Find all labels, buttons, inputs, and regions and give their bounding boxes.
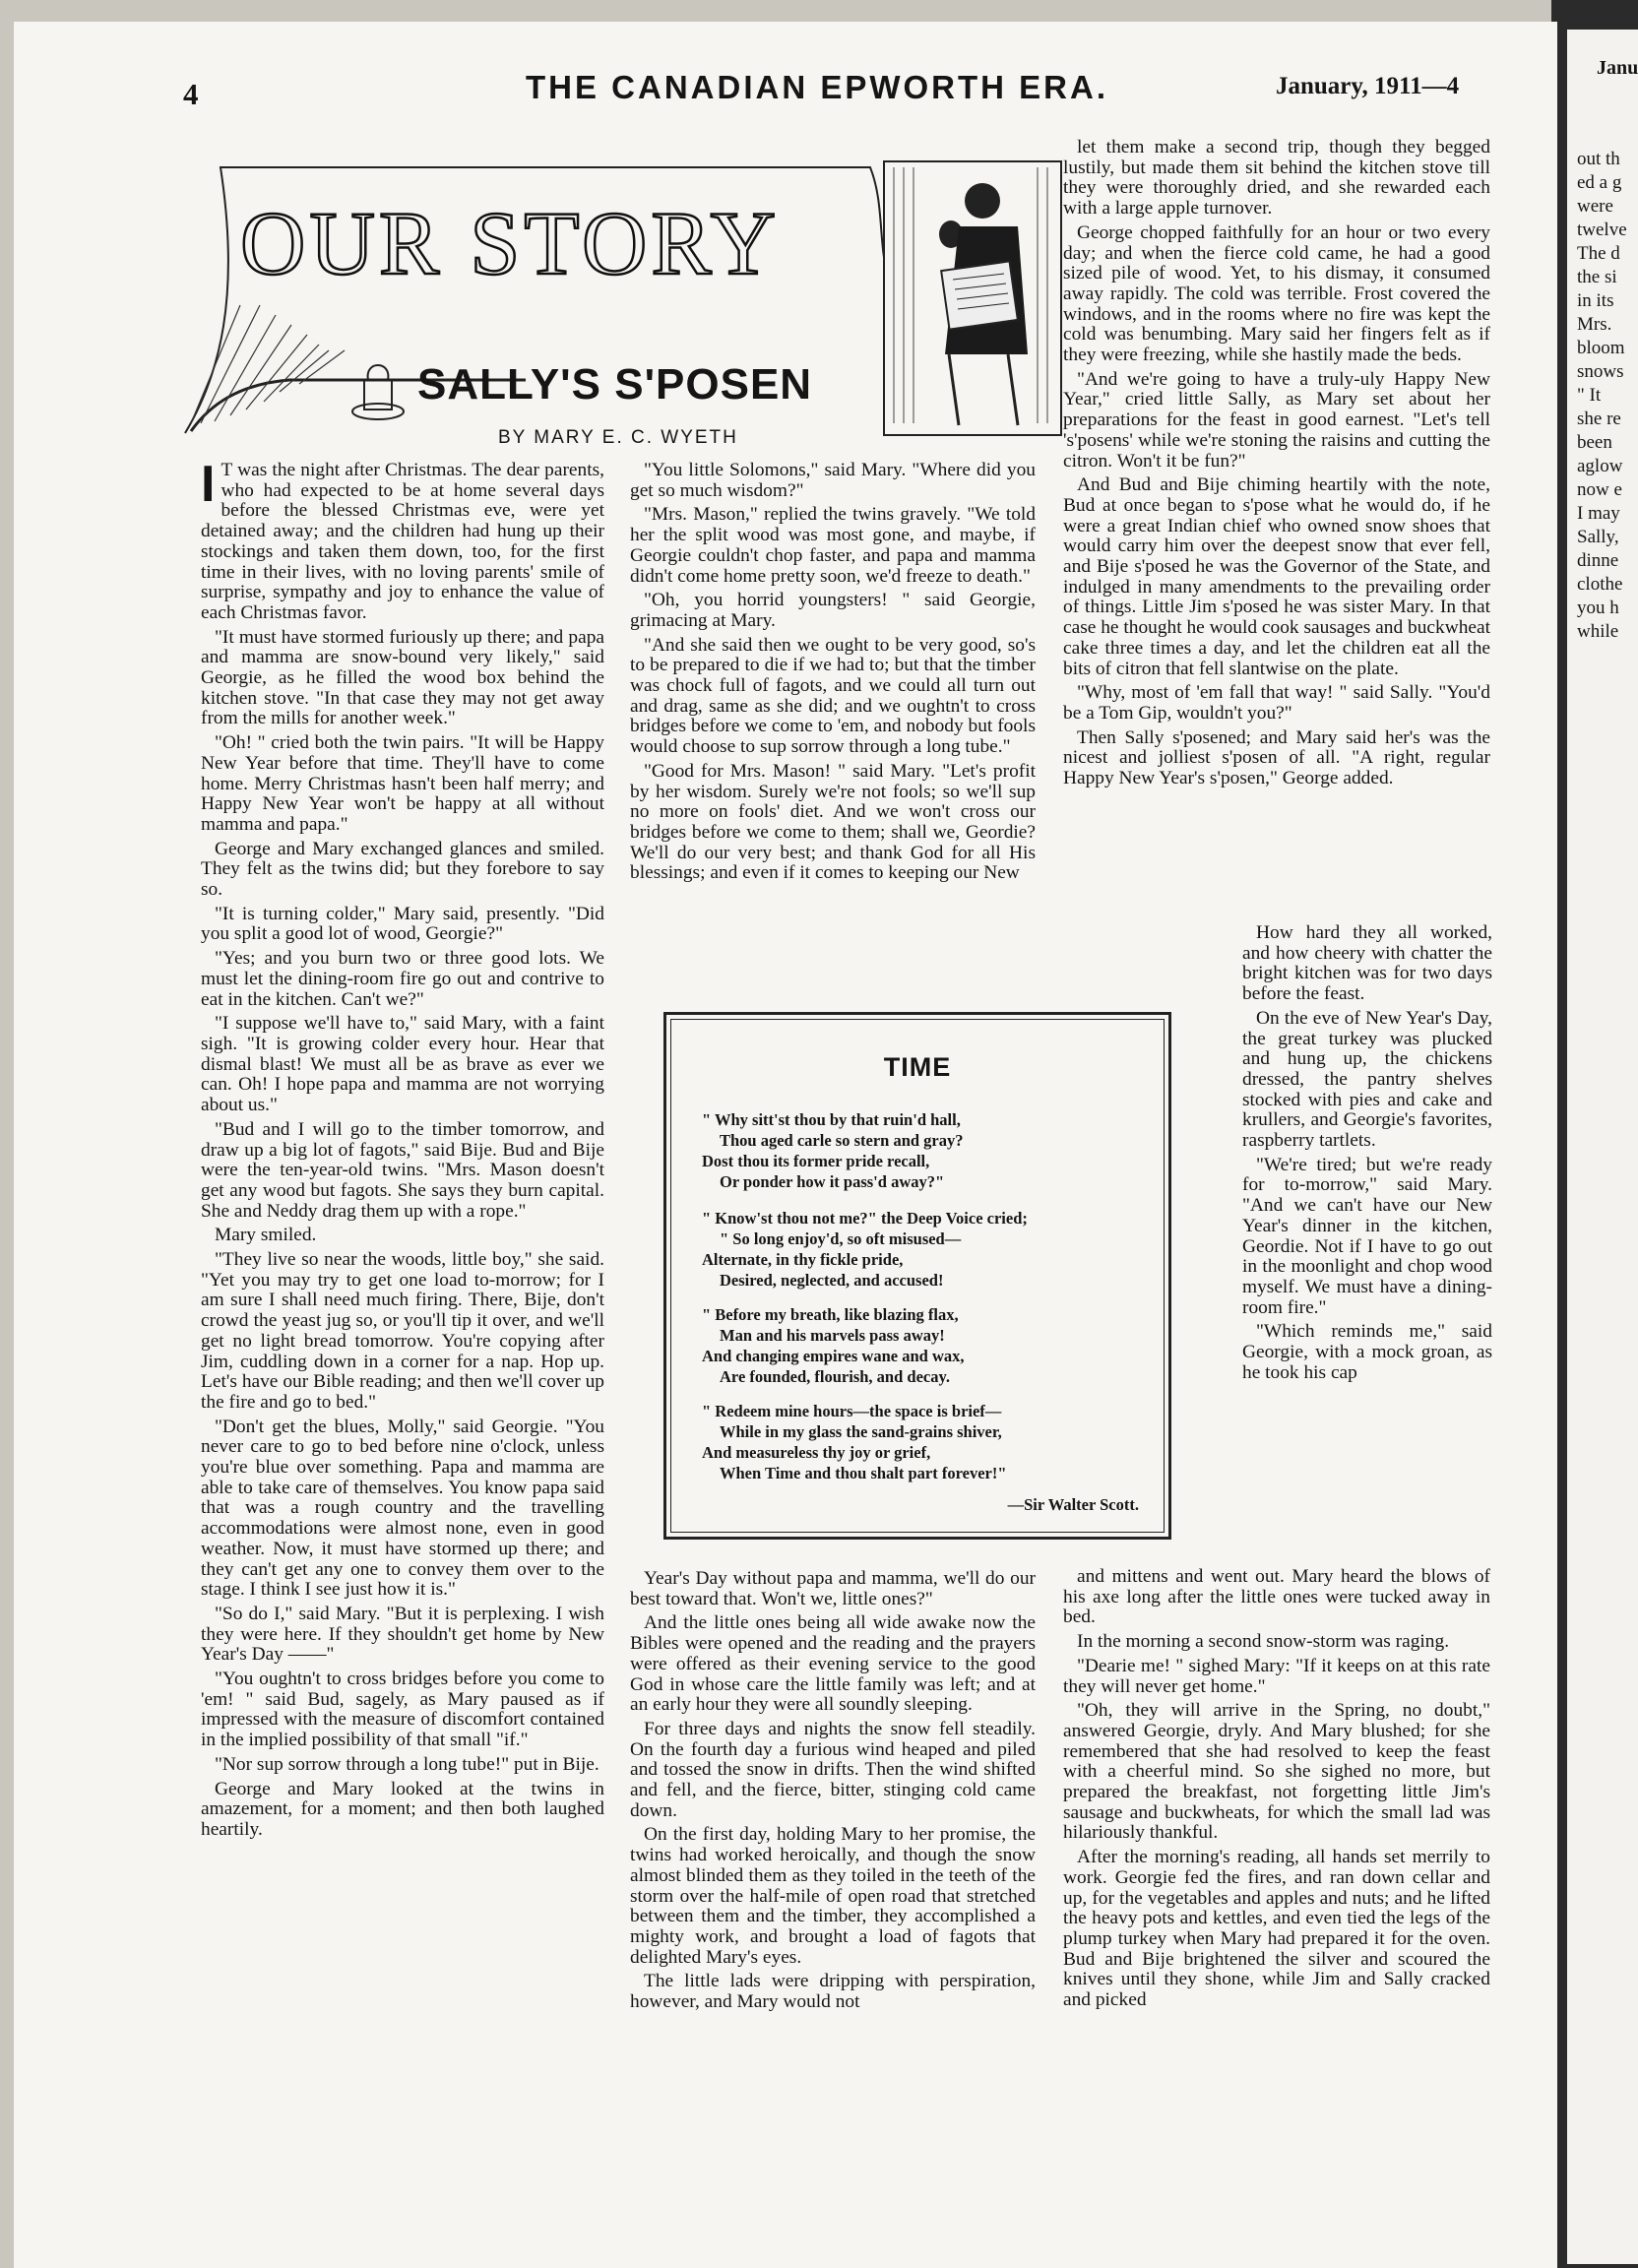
column-2 [630, 461, 1036, 888]
paragraph: For three days and nights the snow fell steadily. On the fourth day a furious wind heaped and piled and tossed the snow in drifts. Then the wind shifted and fell, and the fierce, bitter, stinging cold came down. [630, 1718, 1036, 1821]
next-page-fragment: were [1577, 196, 1613, 217]
paragraph: "Oh, they will arrive in the Spring, no doubt," answered Georgie, dryly. And Mary blushed; for she remembered that she had resolved to keep the feast with a cheerful mind. So she sighed no more, but prepared the breakfast, not forgetting little Jim's sausage and buckwheats, for which the small lad was hilariously thankful. [1063, 1700, 1490, 1844]
next-page-fragment: clothe [1577, 574, 1623, 595]
father-reading-newspaper-illustration [884, 161, 1061, 435]
poem-title: TIME [883, 1052, 952, 1082]
column-1 [201, 456, 604, 1845]
paragraph: "It is turning colder," Mary said, presently. "Did you split a good lot of wood, Georgie?" [201, 903, 604, 945]
paragraph: On the first day, holding Mary to her promise, the twins had worked heroically, and though the snow almost blinded them as they toiled in the teeth of the storm over the half-mile of open road that stretched between them and the timber, they accomplished a mighty work, and brought a load of fagots that delighted Mary's eyes. [630, 1824, 1036, 1968]
page [14, 22, 1557, 2268]
paragraph: "Oh! " cried both the twin pairs. "It will be Happy New Year before that time. They'll have to come home. Merry Christmas hasn't been half merry; and Happy New Year won't be happy at all without mamma and papa." [201, 732, 604, 835]
paragraph: "And she said then we ought to be very good, so's to be prepared to die if we had to; but that the timber was chock full of fagots, and we could all turn out and drag, same as she did; and we oughtn't to cross bridges before we come to 'em, and nobody but fools would choose to sup sorrow through a long tube." [630, 634, 1036, 758]
paragraph: "You little Solomons," said Mary. "Where did you get so much wisdom?" [630, 460, 1036, 501]
paragraph: "Good for Mrs. Mason! " said Mary. "Let's profit by her wisdom. Surely we're not fools; so we'll sup no more on fools' diet. And we won't cross our bridges before we come to them; shall we, Geordie? We'll do our very best; and thank God for all His blessings; and even if it comes to keeping our New [630, 760, 1036, 884]
poem-line: While in my glass the sand-grains shiver, [720, 1422, 1002, 1441]
column-2-lower [630, 1569, 1036, 2017]
poem-line: Or ponder how it pass'd away?" [720, 1172, 945, 1191]
column-3-lower [1063, 1567, 1490, 2015]
poem-line: " Why sitt'st thou by that ruin'd hall, [702, 1110, 961, 1129]
poem-line: Desired, neglected, and accused! [720, 1271, 944, 1290]
paragraph: and mittens and went out. Mary heard the blows of his axe long after the little ones were tucked away in bed. [1063, 1566, 1490, 1628]
paragraph: "I suppose we'll have to," said Mary, with a faint sigh. "It is growing colder every hour. Hear that dismal blast! We must all be as brave as ever we can. Oh! I hope papa and mamma are not worrying about us." [201, 1013, 604, 1116]
next-page-fragment: twelve [1577, 220, 1627, 240]
paragraph: George and Mary exchanged glances and smiled. They felt as the twins did; but they forebore to say so. [201, 838, 604, 901]
paragraph: "It must have stormed furiously up there; and papa and mamma are snow-bound very likely," said Georgie, as he filled the wood box behind the kitchen stove. "In that case they may not get away from the mills for another week." [201, 626, 604, 729]
paragraph: "And we're going to have a truly-uly Happy New Year," cried little Sally, as Mary set about her preparations for the feast in good earnest. "Let's tell 's'posens' while we're stoning the raisins and cutting the citron. Won't it be fun?" [1063, 368, 1490, 472]
paragraph: "Oh, you horrid youngsters! " said Georgie, grimacing at Mary. [630, 590, 1036, 631]
column-3-narrow [1242, 923, 1492, 1387]
byline: BY MARY E. C. WYETH [498, 427, 738, 448]
poem-line: Dost thou its former pride recall, [702, 1152, 930, 1170]
next-page-fragment: she re [1577, 409, 1621, 429]
paragraph: George chopped faithfully for an hour or two every day; and when the fierce cold came, he had a good sized pile of wood. Yet, to his dismay, it consumed away rapidly. The cold was terrible. Frost covered the windows, and in the rooms where no fire was kept the cold was benumbing. Mary said her fingers felt as if they were freezing, while she hastily made the beds. [1063, 221, 1490, 366]
next-page-fragment: now e [1577, 479, 1622, 500]
paragraph: In the morning a second snow-storm was raging. [1077, 1631, 1450, 1653]
next-page-header: Janu [1597, 57, 1638, 79]
next-page-fragment: dinne [1577, 550, 1619, 571]
poem-line: And measureless thy joy or grief, [702, 1443, 931, 1462]
paragraph: "Which reminds me," said Georgie, with a mock groan, as he took his cap [1242, 1321, 1492, 1383]
next-page-fragment: out th [1577, 149, 1620, 169]
poem-line: " So long enjoy'd, so oft misused— [720, 1229, 962, 1248]
next-page-edge [1567, 30, 1638, 2264]
poem-box [663, 1012, 1171, 1540]
paragraph: The little lads were dripping with perspiration, however, and Mary would not [630, 1971, 1036, 2013]
next-page-fragment: you h [1577, 598, 1619, 618]
next-page-fragment: " It [1577, 385, 1602, 406]
paragraph: "Dearie me! " sighed Mary: "If it keeps on at this rate they will never get home." [1063, 1655, 1490, 1697]
paragraph: "Mrs. Mason," replied the twins gravely. "We told her the split wood was most gone, and maybe, if Georgie couldn't chop faster, and papa and mamma didn't come home pretty soon, we'd freeze to death." [630, 504, 1036, 587]
poem-line: Man and his marvels pass away! [720, 1326, 945, 1345]
lamp-icon [352, 365, 404, 419]
next-page-fragment: the si [1577, 267, 1617, 287]
page-number: 4 [183, 77, 199, 111]
next-page-fragment: in its [1577, 290, 1614, 311]
poem-stanza [702, 1208, 1155, 1291]
paragraph: "Yes; and you burn two or three good lots. We must let the dining-room fire go out and contrive to eat in the kitchen. Can't we?" [201, 948, 604, 1010]
paragraph: After the morning's reading, all hands set merrily to work. Georgie fed the fires, and ran down cellar and up, for the vegetables and apples and nuts; and he lifted the heavy pots and kettles, and even tied the legs of the plump turkey when Mary had prepared it for the oven. Bud and Bije brightened the silver and scoured the knives until they shone, while Jim and Sally cracked and picked [1063, 1847, 1490, 2011]
story-title: SALLY'S S'POSEN [417, 360, 813, 409]
next-page-fragment: The d [1577, 243, 1620, 264]
next-page-fragment: while [1577, 621, 1619, 642]
paragraph: George and Mary looked at the twins in amazement, for a moment; and then both laughed heartily. [201, 1778, 604, 1840]
next-page-fragment: been [1577, 432, 1612, 453]
next-page-fragments [1577, 148, 1638, 644]
paragraph: I T was the night after Christmas. The dear parents, who had expected to be at home several days before the blessed Christmas eve, were yet detained away; and the children had hung up their stockings and taken them down, too, for the first time in their lives, with no loving parents' smile of surprise, sympathy and joy to enhance the value of each Christmas favor. [201, 456, 604, 623]
next-page-fragment: snows [1577, 361, 1624, 382]
next-page-fragment: Mrs. [1577, 314, 1612, 335]
paragraph: "They live so near the woods, little boy," she said. "Yet you may try to get one load to-morrow; for I am sure I shall need much firing. There, Bije, don't crowd the yeast jug so, or you'll tip it over, and we'll get no light bread tomorrow. You're copying after Jim, cuddling down in a corner for a nap. Hop up. Let's have our Bible reading; and then we'll cover up the fire and go to bed." [201, 1249, 604, 1413]
next-page-fragment: bloom [1577, 338, 1625, 358]
poem-line: " Know'st thou not me?" the Deep Voice cried; [702, 1209, 1028, 1228]
paragraph: And Bud and Bije chiming heartily with the note, Bud at once began to s'pose what he would do, if he were a great Indian chief who owned snow shoes that would carry him over the deepest snow that ever fell, and Bije s'posed he was the Governor of the State, and indulged in many amendments to the prevailing order of things. Little Jim s'posed he was sister Mary. In that case he thought he would cook sausages and buckwheat cake three times a day, and let the children eat all the bits of citron that fell slantwise on the plate. [1063, 474, 1491, 679]
poem-stanza [702, 1109, 1155, 1192]
masthead: THE CANADIAN EPWORTH ERA. [526, 69, 1108, 105]
paragraph: How hard they all worked, and how cheery with chatter the bright kitchen was for two days before the feast. [1242, 922, 1492, 1005]
paragraph: "Bud and I will go to the timber tomorrow, and draw up a big lot of fagots," said Bije. Bud and Bije were the ten-year-old twins. "Mrs. Mason doesn't get any wood but fagots. She says they burn capital. She and Neddy drag them up with a rope." [201, 1118, 604, 1222]
paragraph: "Don't get the blues, Molly," said Georgie. "You never care to go to bed before nine o'clock, unless you're blue over something. Papa and mamma are able to take care of themselves. You know papa said that was a rough country and the travelling accommodations were almost none, even in good weather. Now, it must have stormed up there; and they can't get any one to convey them over to the stage. I think I see just how it is." [201, 1416, 604, 1601]
next-page-fragment: aglow [1577, 456, 1623, 476]
drop-cap: I [201, 456, 216, 513]
poem-line: Alternate, in thy fickle pride, [702, 1250, 904, 1269]
poem-stanza [702, 1401, 1155, 1483]
poem-attribution: —Sir Walter Scott. [1007, 1495, 1139, 1514]
paragraph: "You oughtn't to cross bridges before you come to 'em! " said Bud, sagely, as Mary paused as if impressed with the measure of discomfort contained in the implied possibility of that small "if." [201, 1669, 604, 1751]
poem-line: Thou aged carle so stern and gray? [720, 1131, 964, 1150]
poem-line: " Redeem mine hours—the space is brief— [702, 1402, 1002, 1420]
poem-line: And changing empires wane and wax, [702, 1347, 965, 1365]
paragraph: Then Sally s'posened; and Mary said her's was the nicest and jolliest s'posen of all. "A right, regular Happy New Year's s'posen," George added. [1063, 726, 1490, 789]
paragraph: On the eve of New Year's Day, the great turkey was plucked and hung up, the chickens dressed, the pantry shelves stocked with pies and cake and krullers, and Georgie's favorites, raspberry tartlets. [1242, 1007, 1492, 1152]
paragraph: let them make a second trip, though they begged lustily, but made them sit behind the kitchen stove till they were thoroughly dried, and she rewarded each with a large apple turnover. [1063, 137, 1490, 220]
next-page-fragment: Sally, [1577, 527, 1619, 547]
poem-line: Are founded, flourish, and decay. [720, 1367, 950, 1386]
poem-line: " Before my breath, like blazing flax, [702, 1305, 959, 1324]
issue-date: January, 1911—4 [1276, 73, 1460, 99]
paragraph: "Nor sup sorrow through a long tube!" put in Bije. [215, 1753, 599, 1775]
next-page-fragment: I may [1577, 503, 1620, 524]
paragraph: Year's Day without papa and mamma, we'll do our best toward that. Won't we, little ones?" [630, 1568, 1036, 1609]
poem-line: When Time and thou shalt part forever!" [720, 1464, 1007, 1482]
paragraph: "We're tired; but we're ready for to-morrow," said Mary. "And we can't have our New Year's dinner in the kitchen, Geordie. Not if I have to go out in the moonlight and chop wood myself. We must have a dining-room fire." [1242, 1154, 1492, 1318]
next-page-fragment: ed a g [1577, 172, 1622, 193]
paragraph: And the little ones being all wide awake now the Bibles were opened and the reading and the prayers were offered as their evening service to the good God in whose care the little family was left; and at an early hour they were all soundly sleeping. [630, 1612, 1036, 1716]
poem-stanza [702, 1304, 1155, 1387]
banner-heading: OUR STORY [240, 193, 781, 293]
column-3 [1063, 138, 1490, 793]
paragraph: "So do I," said Mary. "But it is perplexing. I wish they were here. If they shouldn't get home by New Year's Day ——" [201, 1603, 604, 1666]
paragraph: "Why, most of 'em fall that way! " said Sally. "You'd be a Tom Gip, wouldn't you?" [1063, 682, 1490, 724]
paragraph: Mary smiled. [215, 1225, 317, 1246]
